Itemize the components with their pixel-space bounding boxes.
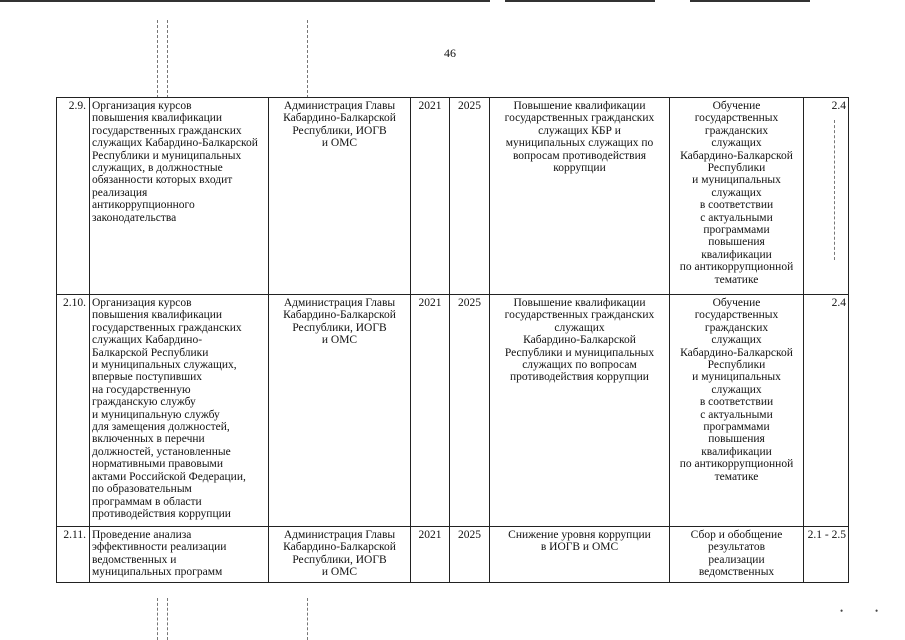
executor-text: Администрация Главы Кабардино-Балкарской Республики, ИОГВ и ОМС — [283, 297, 396, 347]
reference-cell: 2.4 — [804, 295, 849, 527]
reference-cell: 2.4 — [804, 98, 849, 295]
expected-result-text: Повышение квалификации государственных гражданских служащих КБР и муниципальных служащих по вопросам противодействия коррупции — [504, 100, 655, 175]
page-number: 46 — [444, 46, 456, 60]
expected-result-text: Снижение уровня коррупции в ИОГВ и ОМС — [508, 529, 651, 554]
measure-name-text: Проведение анализа эффективности реализации ведомственных и муниципальных программ — [92, 529, 227, 579]
indicator-text: Обучение государственных гражданских служащих Кабардино-Балкарской Республики и муниципальных служащих в соответствии с актуальными программами повышения квалификации по антикоррупционной тематике — [679, 100, 794, 286]
expected-result — [490, 527, 670, 583]
row-number: 2.11. — [57, 527, 90, 583]
scan-vertical-line — [167, 598, 168, 640]
executor-text: Администрация Главы Кабардино-Балкарской Республики, ИОГВ и ОМС — [283, 100, 396, 150]
measure-name — [90, 527, 269, 583]
indicator-cell — [670, 527, 804, 583]
table-row — [57, 527, 849, 583]
indicator-text: Обучение государственных гражданских служащих Кабардино-Балкарской Республики и муниципальных служащих в соответствии с актуальными программами повышения квалификации по антикоррупционной тематике — [679, 297, 794, 483]
table-row — [57, 98, 849, 295]
row-number: 2.9. — [57, 98, 90, 295]
executor-cell — [269, 98, 411, 295]
executor-cell — [269, 527, 411, 583]
scan-vertical-line — [157, 20, 158, 98]
indicator-text: Сбор и обобщение результатов реализации ведомственных — [690, 529, 783, 579]
year-from: 2021 — [411, 295, 450, 527]
executor-cell — [269, 295, 411, 527]
table-row — [57, 295, 849, 527]
executor-text: Администрация Главы Кабардино-Балкарской Республики, ИОГВ и ОМС — [283, 529, 396, 579]
measures-table — [56, 97, 849, 583]
year-from: 2021 — [411, 98, 450, 295]
measure-name-text: Организация курсов повышения квалификации государственных гражданских служащих Кабардино-Балкарской Республики и муниципальных служащих, в должностные обязанности которых входит реализация антикоррупционного законодательства — [92, 100, 258, 224]
year-from: 2021 — [411, 527, 450, 583]
row-number: 2.10. — [57, 295, 90, 527]
expected-result — [490, 295, 670, 527]
scan-vertical-line — [307, 20, 308, 98]
indicator-cell — [670, 295, 804, 527]
scan-speck: • — [875, 606, 879, 616]
scan-speck: • — [840, 606, 844, 616]
scan-top-rule-right — [505, 0, 655, 2]
expected-result-text: Повышение квалификации государственных гражданских служащих Кабардино-Балкарской Республики и муниципальных служащих по вопросам противодействия коррупции — [504, 297, 655, 384]
scan-vertical-line — [167, 20, 168, 98]
measure-name — [90, 98, 269, 295]
expected-result — [490, 98, 670, 295]
measure-name — [90, 295, 269, 527]
year-to: 2025 — [450, 527, 490, 583]
measure-name-text: Организация курсов повышения квалификации государственных гражданских служащих Кабардино- Балкарской Республики и муниципальных служащих, впервые поступивших на государственную гражданскую службу и муниципальную службу для замещения должностей, включенных в перечни должностей, установленные нормативными правовыми актами Российской Федерации, по образовательным программам в области противодействия коррупции — [92, 297, 246, 520]
indicator-cell — [670, 98, 804, 295]
scan-top-rule-far-right — [690, 0, 810, 2]
scan-vertical-line — [307, 598, 308, 640]
year-to: 2025 — [450, 98, 490, 295]
scan-top-rule-left — [0, 0, 490, 2]
reference-cell: 2.1 - 2.5 — [804, 527, 849, 583]
year-to: 2025 — [450, 295, 490, 527]
scan-vertical-line — [157, 598, 158, 640]
